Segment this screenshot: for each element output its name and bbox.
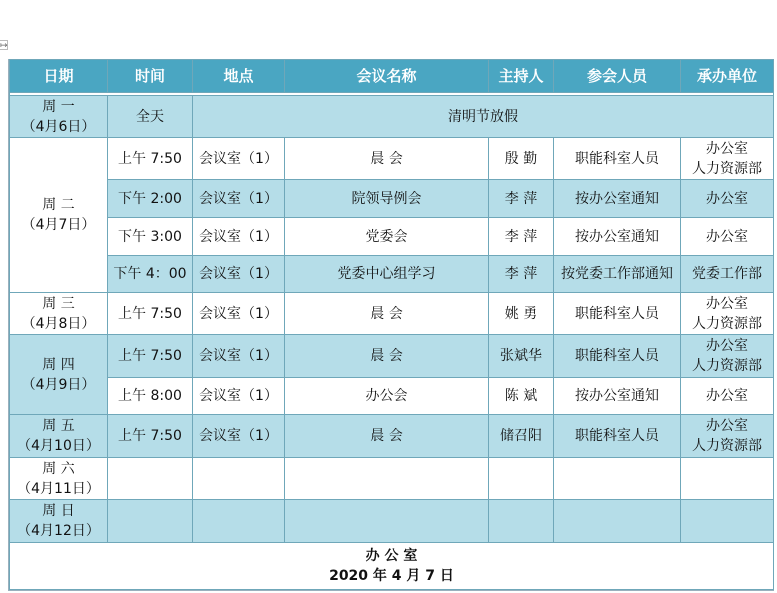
meeting-name-cell: 院领导例会 <box>285 180 489 218</box>
attendees-cell: 职能科室人员 <box>554 335 681 378</box>
host-cell: 储召阳 <box>489 415 554 458</box>
empty-cell <box>554 458 681 500</box>
day-cell-thursday <box>10 335 108 415</box>
day-label: 周 六 <box>42 460 75 477</box>
place-cell: 会议室（1） <box>193 335 285 378</box>
organizer-line: 办公室 <box>706 140 748 157</box>
header-meeting-name: 会议名称 <box>285 60 489 93</box>
organizer-cell <box>681 138 774 180</box>
day-label: 周 五 <box>42 418 75 434</box>
time-cell: 下午 3:00 <box>108 218 193 256</box>
organizer-line: 人力资源部 <box>692 358 762 374</box>
day-cell-tuesday <box>10 138 108 293</box>
table-row <box>10 293 774 335</box>
header-row <box>10 60 774 93</box>
host-cell: 陈 斌 <box>489 378 554 415</box>
place-cell: 会议室（1） <box>193 256 285 293</box>
schedule-frame <box>8 59 774 591</box>
day-cell-friday <box>10 415 108 458</box>
attendees-cell: 按办公室通知 <box>554 218 681 256</box>
time-cell: 上午 7:50 <box>108 293 193 335</box>
organizer-line: 人力资源部 <box>692 160 762 177</box>
attendees-cell: 按办公室通知 <box>554 180 681 218</box>
empty-cell <box>489 458 554 500</box>
table-row <box>10 138 774 180</box>
table-row <box>10 256 774 293</box>
host-cell: 李 萍 <box>489 180 554 218</box>
organizer-cell <box>681 335 774 378</box>
empty-cell <box>193 500 285 543</box>
organizer-cell <box>681 415 774 458</box>
document-corner-mark: ↦ <box>0 41 8 51</box>
empty-cell <box>681 458 774 500</box>
time-cell: 上午 7:50 <box>108 335 193 378</box>
footer-signature <box>10 543 774 590</box>
header-date: 日期 <box>10 60 108 93</box>
empty-cell <box>108 500 193 543</box>
time-cell: 全天 <box>108 96 193 138</box>
host-cell: 张斌华 <box>489 335 554 378</box>
attendees-cell: 职能科室人员 <box>554 415 681 458</box>
organizer-cell: 党委工作部 <box>681 256 774 293</box>
footer-row <box>10 543 774 590</box>
footer-office: 办 公 室 <box>365 548 418 564</box>
time-cell: 下午 4：00 <box>108 256 193 293</box>
empty-cell <box>108 458 193 500</box>
day-date: （4月10日） <box>17 438 100 454</box>
empty-cell <box>285 458 489 500</box>
time-cell: 上午 7:50 <box>108 415 193 458</box>
day-label: 周 二 <box>42 197 75 213</box>
day-label: 周 日 <box>42 503 75 519</box>
holiday-cell: 清明节放假 <box>193 96 774 138</box>
meeting-name-cell: 办公会 <box>285 378 489 415</box>
organizer-line: 办公室 <box>706 295 748 312</box>
attendees-cell: 职能科室人员 <box>554 293 681 335</box>
table-row <box>10 180 774 218</box>
attendees-cell: 职能科室人员 <box>554 138 681 180</box>
time-cell: 上午 7:50 <box>108 138 193 180</box>
empty-cell <box>285 500 489 543</box>
host-cell: 姚 勇 <box>489 293 554 335</box>
attendees-cell: 按党委工作部通知 <box>554 256 681 293</box>
day-date: （4月11日） <box>17 480 100 497</box>
table-row <box>10 500 774 543</box>
header-organizer: 承办单位 <box>681 60 774 93</box>
host-cell: 李 萍 <box>489 256 554 293</box>
header-place: 地点 <box>193 60 285 93</box>
day-label: 周 三 <box>42 295 75 312</box>
host-cell: 李 萍 <box>489 218 554 256</box>
empty-cell <box>489 500 554 543</box>
table-row <box>10 415 774 458</box>
day-cell-monday <box>10 96 108 138</box>
day-cell-wednesday <box>10 293 108 335</box>
header-attendees: 参会人员 <box>554 60 681 93</box>
day-cell-saturday <box>10 458 108 500</box>
time-cell: 下午 2:00 <box>108 180 193 218</box>
day-date: （4月7日） <box>21 217 96 233</box>
organizer-line: 人力资源部 <box>692 315 762 332</box>
header-time: 时间 <box>108 60 193 93</box>
day-label: 周 一 <box>42 98 75 115</box>
table-row <box>10 218 774 256</box>
meeting-name-cell: 晨 会 <box>285 293 489 335</box>
place-cell: 会议室（1） <box>193 293 285 335</box>
meeting-schedule-table <box>9 59 774 590</box>
organizer-cell: 办公室 <box>681 180 774 218</box>
meeting-name-cell: 晨 会 <box>285 335 489 378</box>
time-cell: 上午 8:00 <box>108 378 193 415</box>
table-row <box>10 96 774 138</box>
organizer-cell <box>681 293 774 335</box>
place-cell: 会议室（1） <box>193 378 285 415</box>
organizer-cell: 办公室 <box>681 218 774 256</box>
place-cell: 会议室（1） <box>193 218 285 256</box>
place-cell: 会议室（1） <box>193 415 285 458</box>
empty-cell <box>554 500 681 543</box>
table-row <box>10 458 774 500</box>
day-date: （4月8日） <box>21 315 96 332</box>
meeting-name-cell: 晨 会 <box>285 138 489 180</box>
day-cell-sunday <box>10 500 108 543</box>
day-label: 周 四 <box>42 356 75 373</box>
table-row <box>10 378 774 415</box>
day-date: （4月9日） <box>21 376 96 393</box>
header-host: 主持人 <box>489 60 554 93</box>
table-row <box>10 335 774 378</box>
host-cell: 殷 勤 <box>489 138 554 180</box>
day-date: （4月12日） <box>17 523 100 539</box>
organizer-line: 人力资源部 <box>692 438 762 454</box>
place-cell: 会议室（1） <box>193 138 285 180</box>
attendees-cell: 按办公室通知 <box>554 378 681 415</box>
meeting-name-cell: 晨 会 <box>285 415 489 458</box>
day-date: （4月6日） <box>21 118 96 135</box>
empty-cell <box>681 500 774 543</box>
organizer-line: 办公室 <box>706 338 748 354</box>
place-cell: 会议室（1） <box>193 180 285 218</box>
organizer-cell: 办公室 <box>681 378 774 415</box>
organizer-line: 办公室 <box>706 418 748 434</box>
footer-date: 2020 年 4 月 7 日 <box>329 568 454 584</box>
meeting-name-cell: 党委会 <box>285 218 489 256</box>
meeting-name-cell: 党委中心组学习 <box>285 256 489 293</box>
empty-cell <box>193 458 285 500</box>
